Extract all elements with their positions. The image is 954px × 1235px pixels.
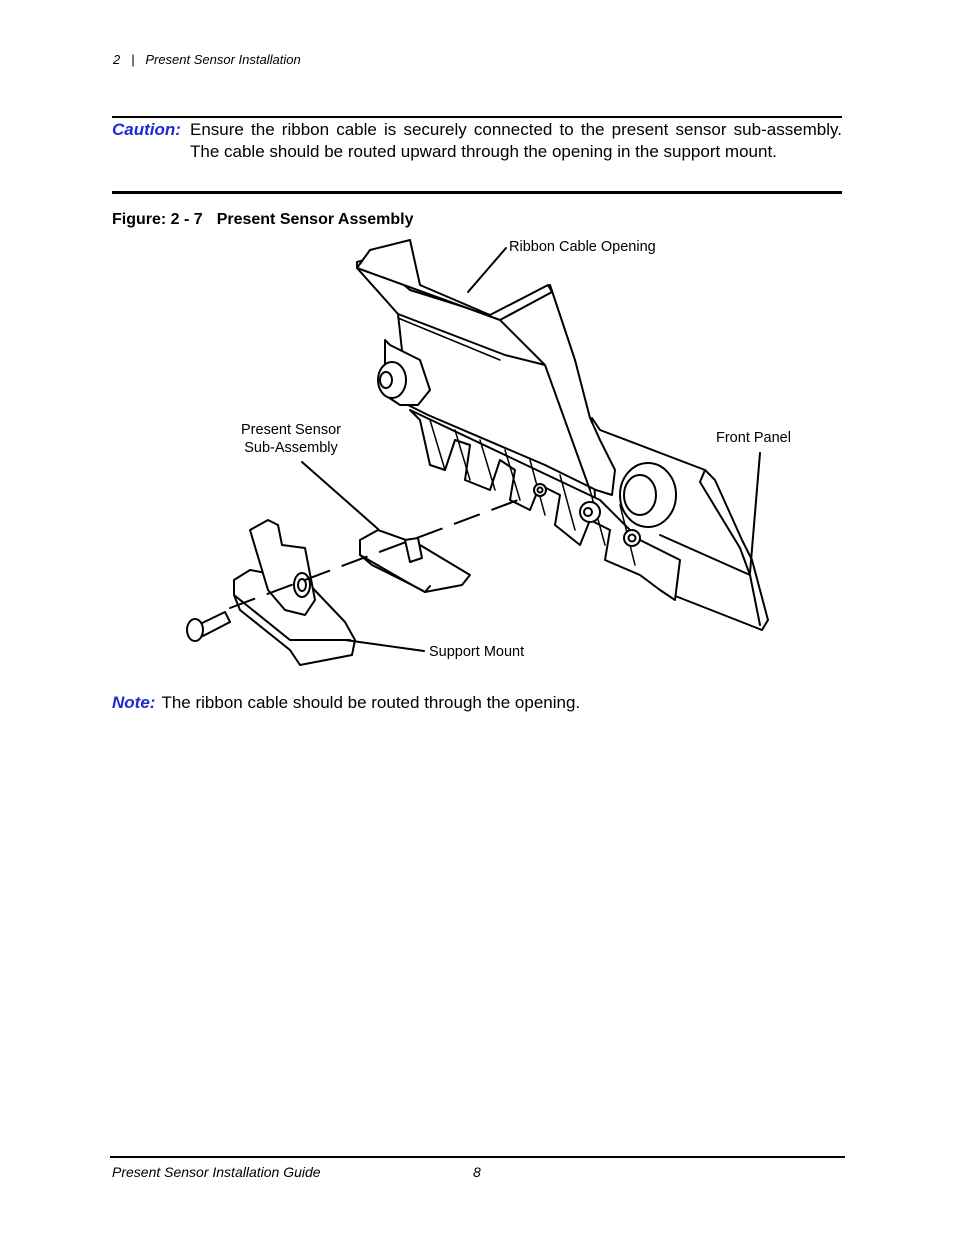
figure-caption: [112, 211, 414, 229]
screw-boss-1-hole: [584, 508, 592, 516]
callout-present-sensor-line1: Present Sensor: [241, 422, 341, 438]
screw-head: [187, 619, 203, 641]
leader-support-mount: [345, 640, 424, 651]
right-knob-inner: [624, 475, 656, 515]
header-page-ref: 2: [113, 52, 121, 67]
footer-title: Present Sensor Installation Guide: [112, 1164, 321, 1180]
figure-number: Figure: 2 - 7: [112, 211, 203, 228]
caution-label: Caution:: [112, 120, 181, 139]
callout-present-sensor-line2: Sub-Assembly: [244, 440, 338, 456]
callout-front-panel: Front Panel: [716, 430, 791, 446]
figure-title: Present Sensor Assembly: [216, 211, 414, 228]
header-separator: |: [131, 52, 135, 67]
callout-support-mount: Support Mount: [429, 644, 525, 660]
callout-ribbon-cable-opening: Ribbon Cable Opening: [509, 239, 656, 255]
caution-top-rule: [112, 116, 842, 118]
screw-boss-2-hole: [629, 535, 636, 542]
page-header: [113, 52, 301, 67]
leader-front-panel: [750, 453, 760, 573]
note-label: Note:: [112, 693, 156, 712]
caution-bottom-rule: [112, 191, 842, 194]
left-knob-inner: [380, 372, 392, 388]
callout-present-sensor: [236, 421, 346, 457]
leader-present-sensor: [302, 462, 378, 529]
caution-text: Ensure the ribbon cable is securely connected to the present sensor sub-assembly. The cable should be routed upward through the opening in the support mount.: [190, 120, 842, 161]
leader-ribbon-cable-opening: [468, 248, 506, 292]
footer-rule: [110, 1156, 845, 1158]
note-text: The ribbon cable should be routed through the opening.: [161, 693, 581, 712]
header-section: Present Sensor Installation: [145, 52, 301, 67]
footer-page-number: 8: [473, 1164, 481, 1180]
screw-boss-3-hole: [538, 488, 543, 493]
note-block: [112, 693, 580, 713]
